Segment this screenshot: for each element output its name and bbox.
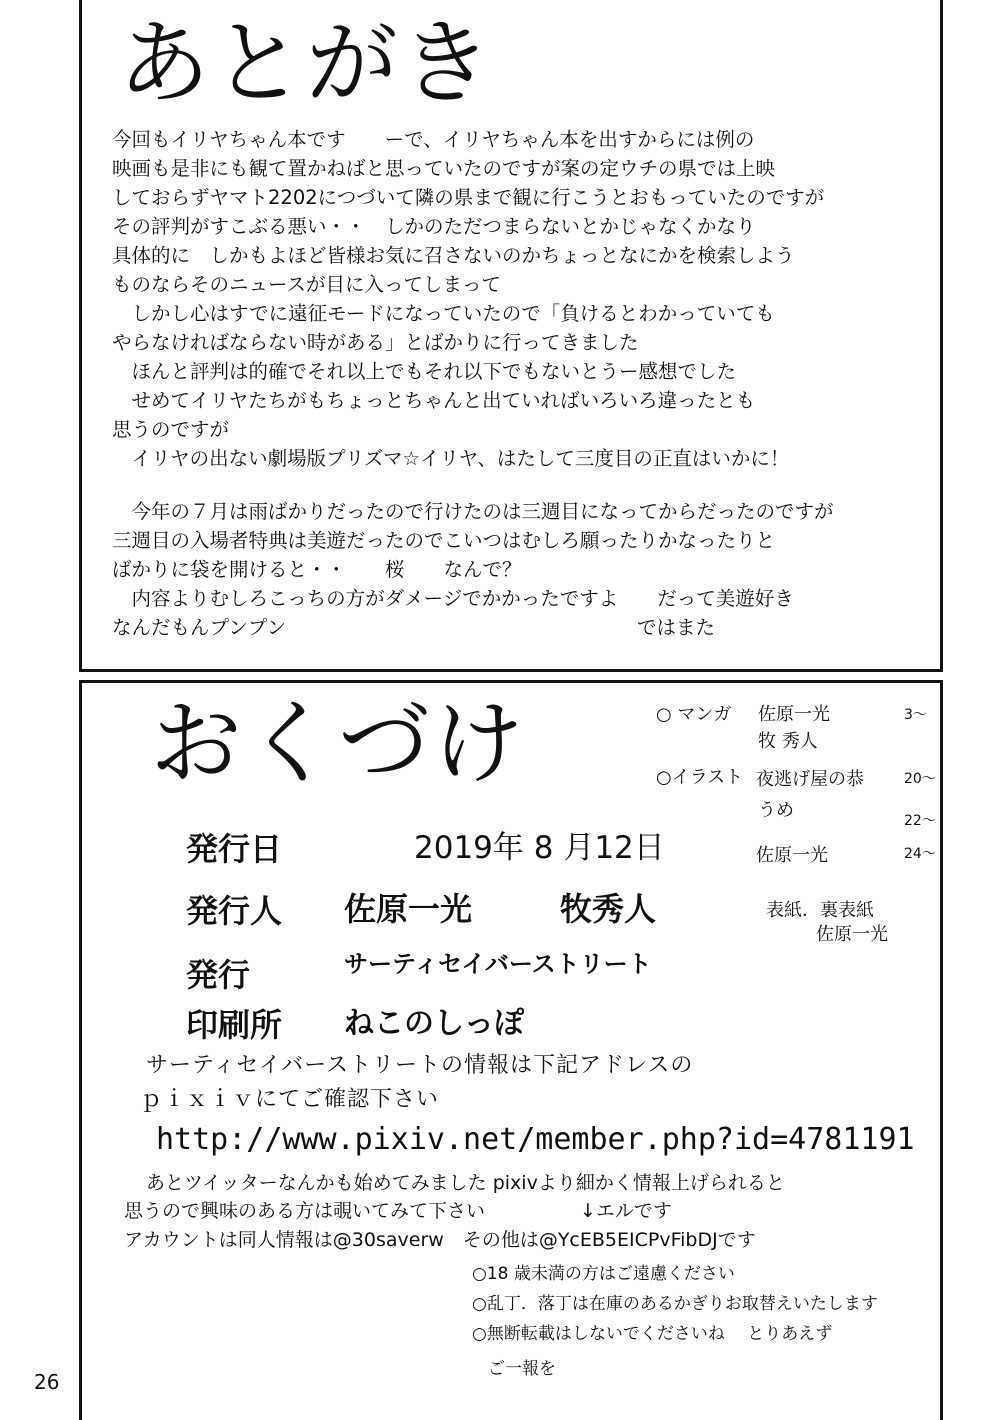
colophon-title: おくづけ: [150, 690, 527, 797]
afterword-line: その評判がすこぶる悪い・・ しかのただつまらないとかじゃなくかなり: [112, 215, 756, 238]
afterword-line: 思うのですが: [112, 418, 230, 441]
warning-line-4: ご一報を: [488, 1359, 556, 1379]
pixiv-url-link[interactable]: http://www.pixiv.net/member.php?id=4781191: [156, 1122, 915, 1157]
publisher-label: 発行: [186, 956, 251, 994]
credits-manga-name-2: 牧 秀人: [758, 731, 818, 752]
afterword-line: ばかりに袋を開けると・・ 桜 なんで？: [112, 558, 522, 581]
info-twitter-line-3: アカウントは同人情報は@30saverw その他は@YcEB5EICPvFibDJです: [124, 1229, 756, 1251]
afterword-line: 具体的に しかもよほど皆様お気に召さないのかちょっとなにかを検索しよう: [112, 244, 795, 267]
credits-illust-name-1: 夜逃げ屋の恭: [756, 769, 864, 790]
issue-date-value: 2019年 8 月12日: [414, 830, 665, 866]
credits-illust-name-3: 佐原一光: [756, 845, 828, 866]
page-number: 26: [34, 1370, 60, 1394]
afterword-line: 映画も是非にも観て置かねばと思っていたのですが案の定ウチの県では上映: [112, 157, 776, 180]
afterword-line: しておらずヤマト2202につづいて隣の県まで観に行こうとおもっていたのですが: [112, 186, 825, 209]
credits-cover-label: 表紙．裏表紙: [766, 900, 874, 921]
publisher-value: サーティセイバーストリート: [344, 950, 652, 978]
warning-line-1: ○18 歳未満の方はご遠慮ください: [472, 1264, 735, 1284]
printer-label: 印刷所: [186, 1006, 283, 1044]
credits-illust-label: ○イラスト: [656, 767, 744, 788]
afterword-line: 今年の７月は雨ばかりだったので行けたのは三週目になってからだったのですが: [112, 500, 834, 523]
afterword-line: せめてイリヤたちがもちょっとちゃんと出ていればいろいろ違ったとも: [112, 389, 756, 412]
credits-manga-name-1: 佐原一光: [758, 704, 830, 725]
credits-illust-page-1: 20～: [904, 771, 936, 787]
afterword-line: 今回もイリヤちゃん本です ーで、イリヤちゃん本を出すからには例の: [112, 128, 755, 151]
afterword-line: なんだもんプンプン ではまた: [112, 616, 715, 639]
info-twitter-line-1: あとツイッターなんかも始めてみました pixivより細かく情報上げられると: [146, 1172, 785, 1194]
credits-illust-page-2: 22～: [904, 813, 936, 829]
credits-manga-page: 3～: [904, 707, 927, 723]
issue-date-label: 発行日: [186, 830, 283, 868]
warning-line-2: ○乱丁．落丁は在庫のあるかぎりお取替えいたします: [472, 1294, 878, 1314]
afterword-line: 三週目の入場者特典は美遊だったのでこいつはむしろ願ったりかなったりと: [112, 529, 776, 552]
credits-illust-name-2: うめ: [758, 800, 794, 821]
info-notice-line-1: サーティセイバーストリートの情報は下記アドレスの: [146, 1053, 694, 1078]
credits-cover-name: 佐原一光: [816, 924, 888, 945]
publisher-person-label: 発行人: [186, 892, 283, 930]
afterword-line: ほんと評判は的確でそれ以上でもそれ以下でもないとうー感想でした: [112, 360, 737, 383]
afterword-line: しかし心はすでに遠征モードになっていたので「負けるとわかっていても: [112, 302, 775, 325]
info-twitter-line-2: 思うので興味のある方は覗いてみて下さい ↓エルです: [124, 1200, 672, 1222]
publisher-person-1: 佐原一光: [344, 890, 473, 928]
afterword-line: 内容よりむしろこっちの方がダメージでかかったですよ だって美遊好き: [112, 587, 794, 610]
afterword-line: イリヤの出ない劇場版プリズマ☆イリヤ、はたして三度目の正直はいかに！: [112, 447, 790, 470]
afterword-line: やらなければならない時がある」とばかりに行ってきました: [112, 331, 639, 354]
credits-illust-page-3: 24～: [904, 846, 936, 862]
info-notice-line-2: ｐｉｘｉｖにてご確認下さい: [140, 1087, 440, 1112]
warning-line-3: ○無断転載はしないでくださいね とりあえず: [472, 1324, 833, 1344]
afterword-line: ものならそのニュースが目に入ってしまって: [112, 273, 502, 296]
printer-value: ねこのしっぽ: [344, 1006, 524, 1041]
publisher-person-2: 牧秀人: [560, 890, 657, 928]
afterword-title: あとがき: [118, 10, 495, 117]
credits-manga-label: ○ マンガ: [656, 704, 732, 725]
